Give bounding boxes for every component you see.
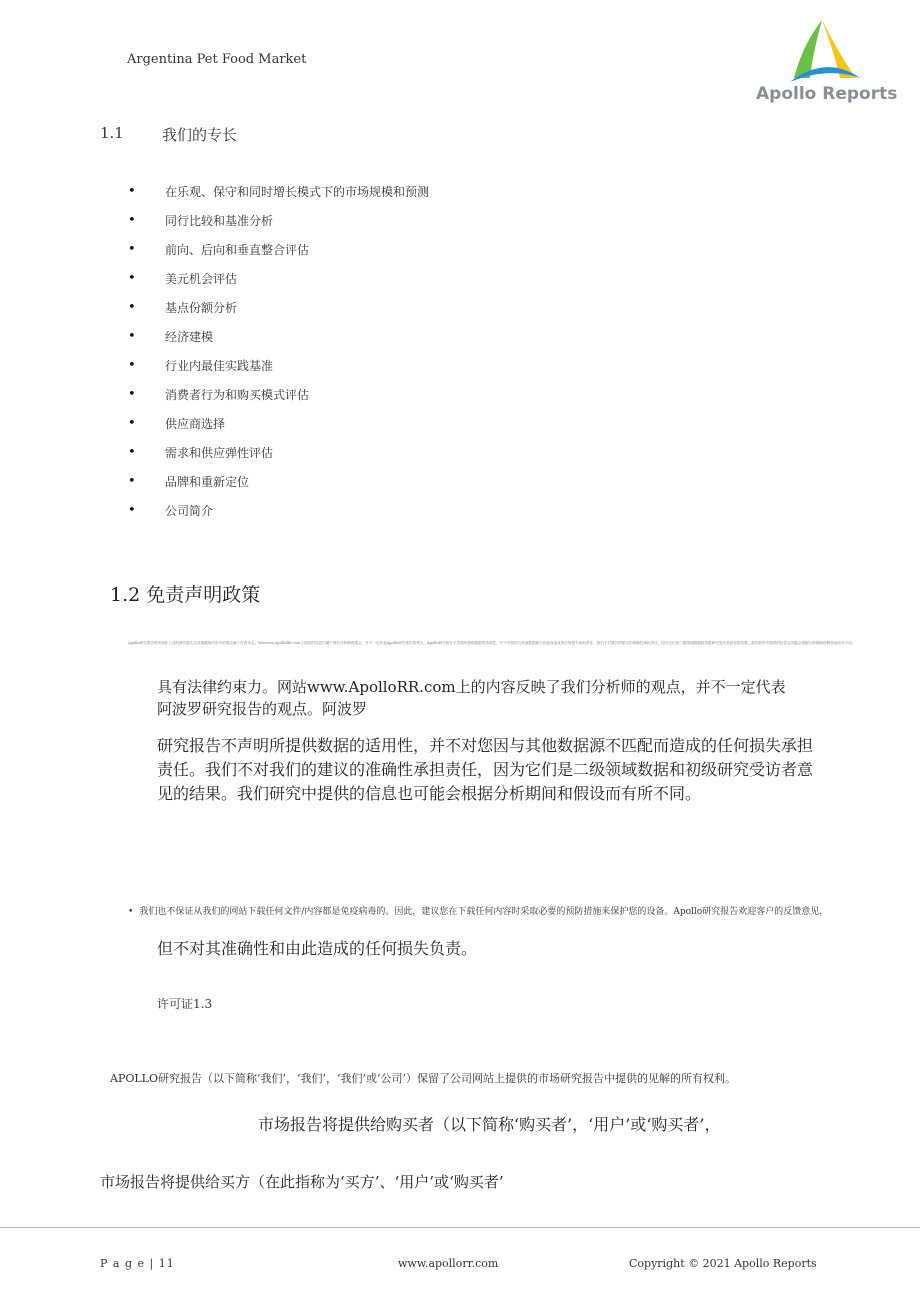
section-number: 1.1: [100, 124, 124, 142]
list-item: • 消费者行为和购买模式评估: [128, 385, 429, 414]
disclaimer-paragraph-2: 研究报告不声明所提供数据的适用性，并不对您因与其他数据源不匹配而造成的任何损失承担责任。我们不对我们的建议的准确性承担责任，因为它们是二级领域数据和初级研究受访者意见的结果。我们研究中提供的信息也可能会根据分析期间和假设而有所不同。: [157, 736, 814, 803]
list-item: • 经济建模: [128, 327, 429, 356]
page-number: P a g e | 11: [100, 1257, 175, 1270]
disclaimer-paragraph-1: 具有法律约束力。网站www.ApolloRR.com上的内容反映了我们分析师的观点，并不一定代表阿波罗研究报告的观点。阿波罗: [157, 678, 786, 718]
bullet-dot-icon: •: [128, 907, 134, 917]
list-item: • 同行比较和基准分析: [128, 211, 429, 240]
logo-text: Apollo Reports: [756, 84, 898, 104]
list-item: • 在乐观、保守和同时增长模式下的市场规模和预测: [128, 182, 429, 211]
apollo-logo-mark-icon: [752, 16, 897, 86]
expertise-list: [128, 182, 429, 530]
license-heading: 许可证1.3: [157, 997, 213, 1011]
list-item: • 行业内最佳实践基准: [128, 356, 429, 385]
list-item: • 品牌和重新定位: [128, 472, 429, 501]
section-title: 我们的专长: [162, 126, 238, 144]
list-item: • 公司简介: [128, 501, 429, 530]
footer-divider: [0, 1227, 920, 1228]
responsibility-line: 但不对其准确性和由此造成的任何损失负责。: [157, 939, 478, 958]
list-item: • 供应商选择: [128, 414, 429, 443]
list-item: • 基点份额分析: [128, 298, 429, 327]
buyers-line-1: 市场报告将提供给购买者（以下简称‘购买者’，‘用户’或‘购买者’，: [258, 1115, 721, 1134]
tiny-disclaimer-text: Apollo研究报告使用和在上述的研究报告以及数据的内容中的观点属于作者本人。Wwwww.ApolloRR.com上提供的信息只属于我们分析师的观点，并不一定代表Apollo研究报告的观点。Apollo研究报告不声明所提供数据的适用性，并不对您因与其他数据源不匹配而造成的任何损失承担责任。我们不对我们的建议的准确性承担责任，因为它们是二级领域数据和初级研究受访者意见的结果。我们研究中提供的信息也可能会根据分析期间和假设而有所不同。: [128, 641, 856, 645]
disclaimer-heading: 1.2 免责声明政策: [110, 584, 261, 606]
footer-copyright: Copyright © 2021 Apollo Reports: [629, 1257, 817, 1270]
rights-statement: APOLLO研究报告（以下简称‘我们’，‘我们’，‘我们’或‘公司’）保留了公司网站上提供的市场研究报告中提供的见解的所有权利。: [110, 1072, 736, 1085]
apollo-logo: [752, 16, 897, 108]
footer-url: www.apollorr.com: [398, 1257, 499, 1270]
virus-disclaimer-text: 我们也不保证从我们的网站下载任何文件/内容都是免疫病毒的。因此，建议您在下载任何内容时采取必要的预防措施来保护您的设备。Apollo研究报告欢迎客户的反馈意见，: [139, 907, 829, 917]
list-item: • 美元机会评估: [128, 269, 429, 298]
buyers-line-2: 市场报告将提供给买方（在此指称为‘买方’、‘用户’或‘购买者’: [100, 1173, 504, 1191]
virus-disclaimer-bullet: [128, 904, 908, 917]
header-title: Argentina Pet Food Market: [127, 52, 307, 67]
list-item: • 需求和供应弹性评估: [128, 443, 429, 472]
list-item: • 前向、后向和垂直整合评估: [128, 240, 429, 269]
